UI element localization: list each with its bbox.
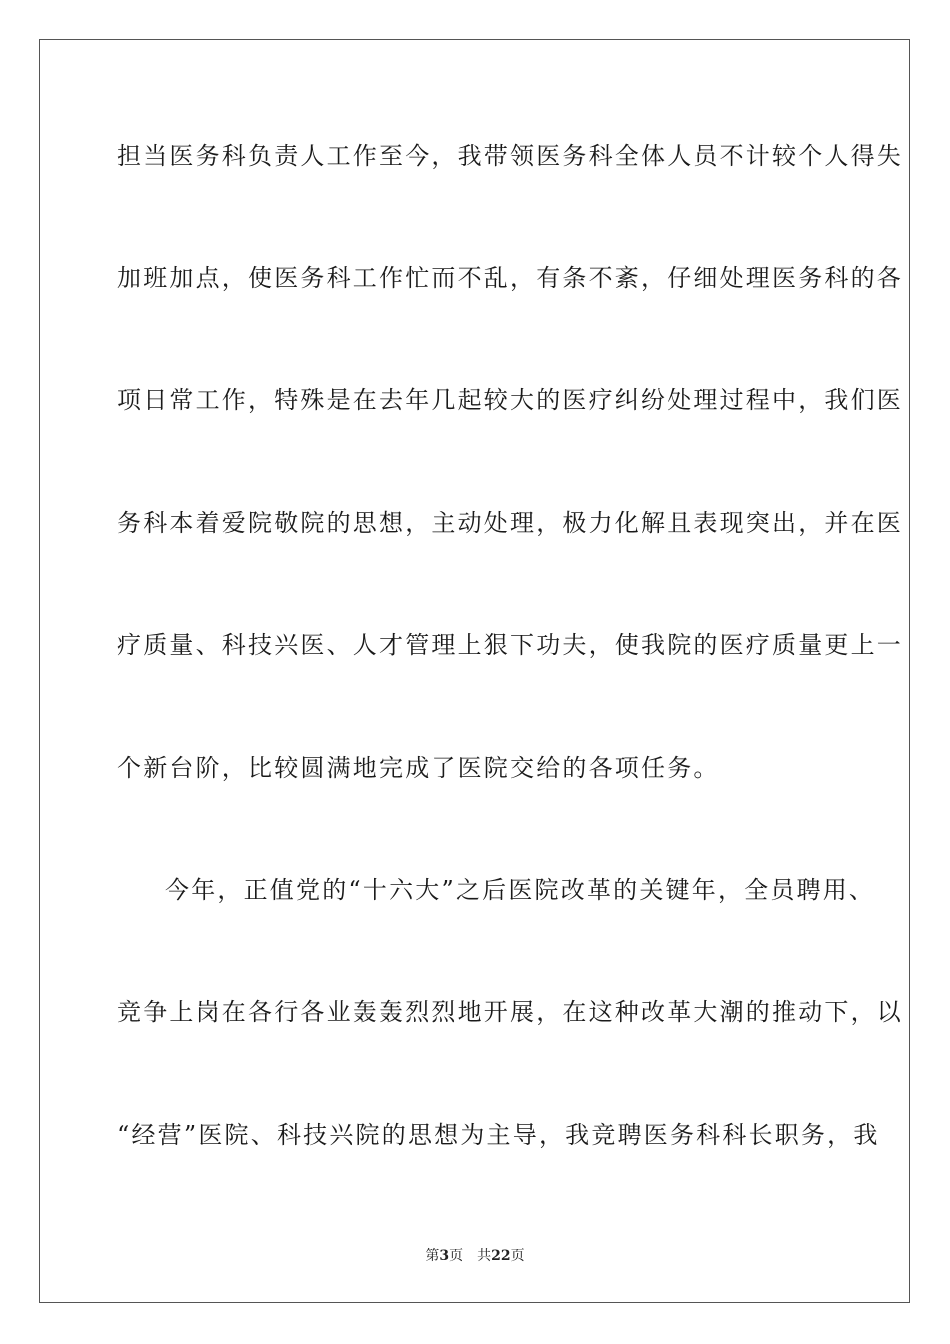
- paragraph-line-6: 个新台阶，比较圆满地完成了医院交给的各项任务。: [117, 754, 720, 782]
- footer-total-suffix: 页: [510, 1248, 525, 1264]
- paragraph-line-4: 务科本着爱院敬院的思想，主动处理，极力化解且表现突出，并在医: [117, 509, 903, 537]
- footer-page-number: 3: [439, 1248, 450, 1264]
- paragraph-line-1: 担当医务科负责人工作至今，我带领医务科全体人员不计较个人得失: [117, 142, 903, 170]
- paragraph-line-2: 加班加点，使医务科工作忙而不乱，有条不紊，仔细处理医务科的各: [117, 264, 903, 292]
- footer-page-suffix: 页: [449, 1248, 464, 1264]
- paragraph-line-9: “经营”医院、科技兴院的思想为主导，我竞聘医务科科长职务，我: [117, 1121, 880, 1149]
- page-border: [39, 39, 910, 1303]
- footer-total-prefix: 共: [477, 1248, 492, 1264]
- page-footer: [0, 1247, 950, 1265]
- paragraph-line-8: 竞争上岗在各行各业轰轰烈烈地开展，在这种改革大潮的推动下，以: [117, 998, 903, 1026]
- paragraph-line-3: 项日常工作，特殊是在去年几起较大的医疗纠纷处理过程中，我们医: [117, 386, 903, 414]
- paragraph-line-7: 今年，正值党的“十六大”之后医院改革的关键年，全员聘用、: [165, 876, 876, 904]
- footer-total-pages: 22: [491, 1248, 511, 1264]
- footer-page-prefix: 第: [425, 1248, 440, 1264]
- paragraph-line-5: 疗质量、科技兴医、人才管理上狠下功夫，使我院的医疗质量更上一: [117, 631, 903, 659]
